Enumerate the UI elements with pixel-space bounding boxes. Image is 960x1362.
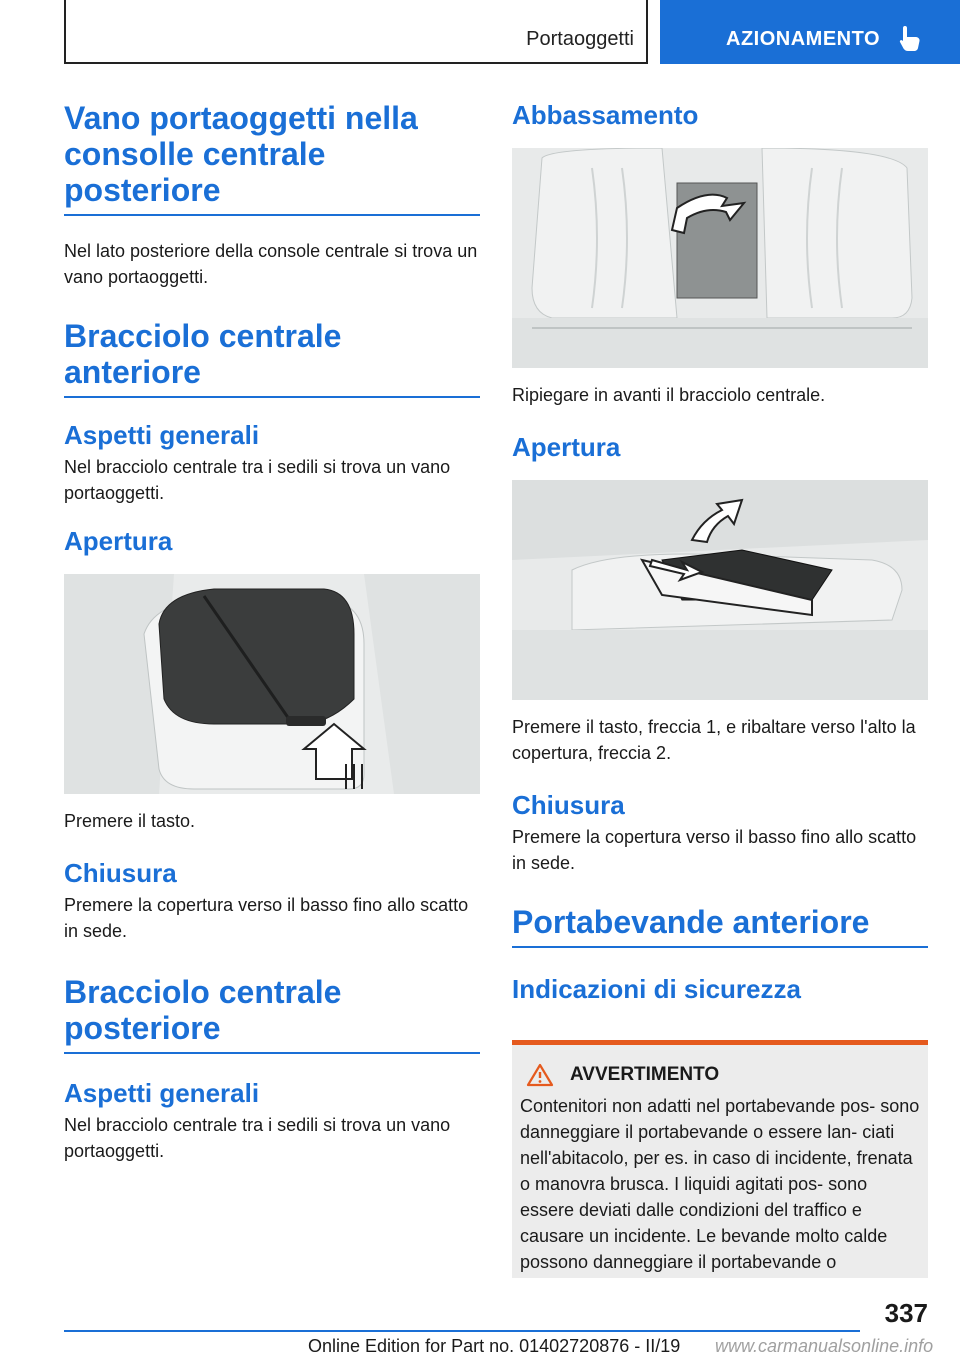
- subheading-opening-rear: Apertura: [512, 432, 621, 462]
- warning-text: Contenitori non adatti nel portabevande pos- sono danneggiare il portabevande o essere lan- ciati nell'abitacolo, per es. in caso di incidente, frenata o manovra brusca. I liquidi agitati pos- sono essere deviati dalle condizioni del traffico e causare un incidente. Le bevande molto calde possono danneggiare il portabevande o: [520, 1096, 920, 1272]
- header-section-title: Portaoggetti: [526, 28, 634, 50]
- header-chapter-tab[interactable]: [660, 0, 960, 64]
- warning-box: [512, 1040, 928, 1278]
- subheading-closing-front: Chiusura: [64, 858, 177, 888]
- caption-fold-forward: Ripiegare in avanti il bracciolo centrale.: [512, 385, 826, 405]
- subheading-lowering: Abbassamento: [512, 100, 699, 130]
- warning-title: AVVERTIMENTO: [570, 1064, 720, 1085]
- paragraph-rear-armrest: Nel bracciolo centrale tra i sedili si trova un vano portaoggetti.: [64, 1115, 451, 1161]
- paragraph-closing-rear: Premere la copertura verso il basso fino allo scatto in sede.: [512, 827, 917, 873]
- right-column: [512, 100, 928, 1004]
- image-rear-seat-lowering: [512, 148, 928, 368]
- pointing-hand-icon: [896, 24, 922, 52]
- page-number: 337: [884, 1298, 928, 1328]
- footer-watermark[interactable]: www.carmanualsonline.info: [715, 1336, 934, 1356]
- subheading-closing-rear: Chiusura: [512, 790, 625, 820]
- subheading-general-1: Aspetti generali: [64, 420, 260, 450]
- footer-rule: [64, 1330, 860, 1332]
- subheading-opening-front: Apertura: [64, 526, 173, 556]
- footer-edition: Online Edition for Part no. 01402720876 - II/19: [308, 1336, 681, 1356]
- header-section-box: [64, 0, 648, 64]
- subheading-safety-notes: Indicazioni di sicurezza: [512, 974, 801, 1004]
- heading-rear-console-storage: Vano portaoggetti nella consolle centrale posteriore: [64, 100, 480, 216]
- left-column: [64, 100, 480, 1164]
- paragraph-closing-front: Premere la copertura verso il basso fino allo scatto in sede.: [64, 895, 469, 941]
- heading-front-cupholder: Portabevande anteriore: [512, 904, 928, 948]
- caption-press-and-flip: Premere il tasto, freccia 1, e ribaltare verso l'alto la copertura, freccia 2.: [512, 717, 916, 763]
- caption-press-button: Premere il tasto.: [64, 811, 196, 831]
- subheading-general-2: Aspetti generali: [64, 1078, 260, 1108]
- header-chapter-label: AZIONAMENTO: [726, 28, 881, 50]
- warning-triangle-icon: [526, 1063, 554, 1087]
- heading-front-armrest: Bracciolo centrale anteriore: [64, 318, 480, 398]
- paragraph-rear-console: Nel lato posteriore della console centrale si trova un vano portaoggetti.: [64, 241, 478, 287]
- heading-rear-armrest: Bracciolo centrale posteriore: [64, 974, 480, 1054]
- paragraph-front-armrest: Nel bracciolo centrale tra i sedili si trova un vano portaoggetti.: [64, 457, 451, 503]
- image-rear-armrest-opening: [512, 480, 928, 700]
- warning-header: [520, 1063, 920, 1087]
- image-front-armrest: [64, 574, 480, 794]
